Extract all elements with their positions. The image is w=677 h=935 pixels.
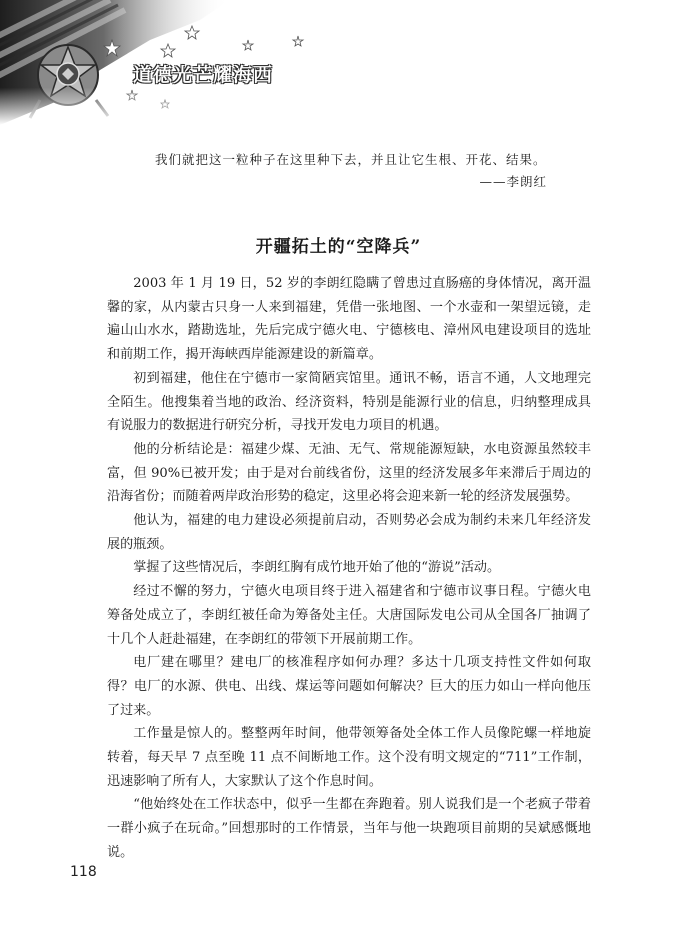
article-title: 开疆拓土的“空降兵” bbox=[255, 237, 422, 257]
paragraph: 掌握了这些情况后，李朗红胸有成竹地开始了他的“游说”活动。 bbox=[133, 560, 501, 576]
paragraph: 电厂建在哪里？建电厂的核准程序如何办理？多达十几项支持性文件如何取得？电厂的水源、供电、出线、煤运等问题如何解决？巨大的压力如山一样向他压了过来。 bbox=[107, 655, 591, 718]
paragraph: 他认为，福建的电力建设必须提前启动，否则势必会成为制约未来几年经济发展的瓶颈。 bbox=[107, 513, 591, 552]
paragraph: 工作量是惊人的。整整两年时间，他带领筹备处全体工作人员像陀螺一样地旋转着，每天早 7 点至晚 11 点不间断地工作。这个没有明文规定的“711”工作制，迅速影响了所有人，大家默认了这个作息时间。 bbox=[107, 726, 591, 789]
epigraph bbox=[107, 150, 567, 192]
paragraph: 2003 年 1 月 19 日，52 岁的李朗红隐瞒了曾患过直肠癌的身体情况，离开温馨的家，从内蒙古只身一人来到福建，凭借一张地图、一个水壶和一架望远镜，走遍山山水水，踏勘选址，先后完成宁德火电、宁德核电、漳州风电建设项目的选址和前期工作，揭开海峡西岸能源建设的新篇章。 bbox=[107, 276, 591, 363]
paragraph: 他的分析结论是：福建少煤、无油、无气、常规能源短缺，水电资源虽然较丰富，但 90%已被开发；由于是对台前线省份，这里的经济发展多年来滞后于周边的沿海省份；而随着两岸政治形势的稳定，这里必将会迎来新一轮的经济发展强势。 bbox=[107, 441, 591, 505]
header-banner bbox=[0, 0, 320, 125]
article-body bbox=[107, 272, 591, 865]
section-title: 道德光芒耀海西 bbox=[133, 64, 274, 86]
epigraph-quote: 我们就把这一粒种子在这里种下去，并且让它生根、开花、结果。 bbox=[155, 152, 547, 167]
paragraph: 经过不懈的努力，宁德火电项目终于进入福建省和宁德市议事日程。宁德火电筹备处成立了，李朗红被任命为筹备处主任。大唐国际发电公司从全国各厂抽调了十几个人赶赴福建，在李朗红的带领下开展前期工作。 bbox=[107, 584, 591, 647]
page-number: 118 bbox=[70, 864, 97, 880]
paragraph: “他始终处在工作状态中，似乎一生都在奔跑着。别人说我们是一个老疯子带着一群小疯子在玩命。”回想那时的工作情景，当年与他一块跑项目前期的吴斌感慨地说。 bbox=[107, 797, 591, 860]
paragraph: 初到福建，他住在宁德市一家简陋宾馆里。通讯不畅，语言不通，人文地理完全陌生。他搜集着当地的政治、经济资料，特别是能源行业的信息，归纳整理成具有说服力的数据进行研究分析，寻找开发电力项目的机遇。 bbox=[107, 370, 591, 434]
epigraph-attribution: ——李朗红 bbox=[479, 174, 547, 189]
